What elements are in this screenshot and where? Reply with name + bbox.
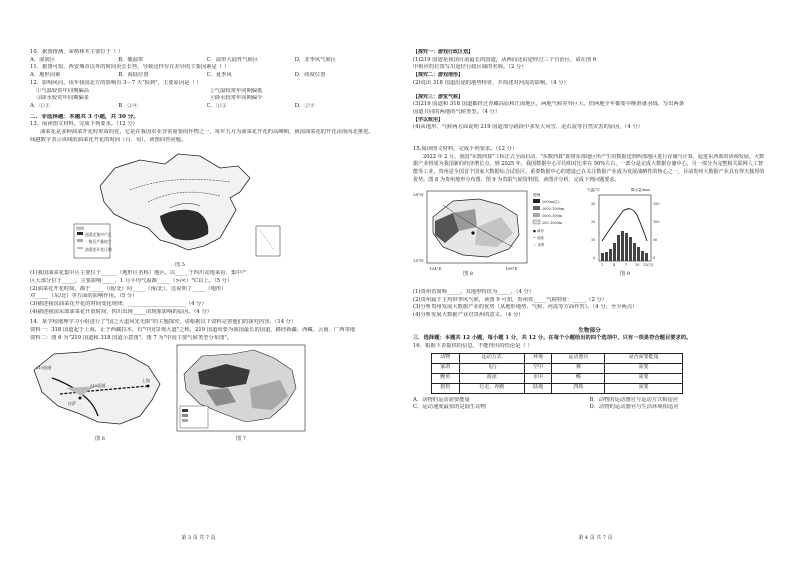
table-row	[432, 373, 683, 383]
q13-answer-1b: 区大部分位于_____，主要影响_____，1 月平均气温都_____（>/<）°C以上。（5 分）	[30, 277, 233, 284]
figure-6-caption: 图 6	[95, 436, 105, 443]
table-header: 环境	[524, 353, 552, 363]
legend-title: 图例	[76, 226, 84, 232]
q10-option-c[interactable]: C．温带大陆性气候区	[206, 56, 259, 63]
probe-1-q1: (1)219 国道是我国目前最长的国道，从西向北沿途经过三个自治区，请在图 6	[413, 56, 597, 63]
probe-1-title: 【探究一：游戏行政区划】	[413, 49, 474, 55]
month-1: 1	[601, 263, 604, 268]
figure-7-caption: 图 7	[236, 436, 246, 443]
route-219-label: 219国道	[36, 365, 52, 371]
precip-tick-150: 150	[653, 202, 660, 207]
page-4-footer: 第 4 页 共 7 页	[578, 535, 613, 542]
table-cell: 翼	[552, 363, 605, 373]
q13-answer-2b: 对_____（东/北）等方面的影响作用。（5 分）	[30, 293, 138, 300]
legend-item-1: 油菜花集中产区	[85, 232, 112, 238]
q12-stem: 12．影响风向，该年我国北方的影响有 3－7 天"报到"，主要原因是（ ）	[30, 79, 202, 86]
lat-25-label: 25°N	[413, 258, 424, 264]
temp-tick-20: 20	[591, 220, 596, 225]
q12-statement-3: ③降水较常年同期偏多	[36, 95, 89, 102]
q10-stem: 10．据图推测，荣格林木主要位于（ ）	[30, 49, 124, 55]
q11-option-b[interactable]: B．海陆位置	[118, 72, 149, 79]
q12-options	[30, 103, 383, 111]
table-header: 运动器官	[552, 353, 605, 363]
q10-option-b[interactable]: B．暖温带	[118, 56, 144, 63]
probe-3-q3: (3)219 国道和 318 国道都经过青藏高原和江南地区，两地气候差异巨大，但两地全年都要早晚准备羽绒，写出两条	[413, 101, 685, 108]
legend-item-2: 一般区产量较少	[85, 239, 112, 245]
table-header: 动物	[432, 353, 460, 363]
q15-material: 2022 年 2 月，我国"东数西算"工程正式全面启动。"东数西算"即将东部地区所产生的数据送到西部地区进行存储与计算，促进东西部的协调发展。大数据产业将成为我国新的经济增长点，到 2025 年，我国数据中心平均相对比率在 50%左右，一部分是完成大数据存储中心，另一部分为完整相关联网人工智能等工业。贵州是全国首个国家大数据综合试验区，重要数据中心的建设已在关注数据产业成为发展战略性的核心之一，目前贵州大数据产业具有得天独厚的优势。图 8 为贵州地形分布图，图 9 为贵阳气候资料图，读图并分析，完成下列问题要求。	[413, 153, 765, 183]
temp-axis-label: 气温/°C	[587, 188, 600, 193]
table-cell: 陆地	[524, 383, 552, 393]
figure-9	[587, 187, 663, 278]
q13-material-2: 线越数字表示该线的油菜花开花的时间（月．旬），读图回答问题。	[30, 136, 187, 143]
lon-104-label: 104°E	[429, 266, 442, 272]
lhasa-label: 拉萨	[68, 401, 76, 407]
q15-answer-4: (4)分析发展大数据产业对贵州的意义。（4 分）	[413, 311, 524, 318]
table-header: 运动方式	[459, 353, 524, 363]
q11-option-a[interactable]: A．地形因素	[30, 72, 61, 79]
probe-2-title: 【探究二：游戏地形】	[413, 72, 464, 79]
q13-answer-1: (1)我国油菜花集中区主要位于______（地形区名称）地区。以_____于四川盆地来看，集中产	[30, 270, 247, 277]
table-cell: 需要	[605, 383, 683, 393]
figure-7	[176, 344, 306, 443]
q15-answer-2: (2)贵州属于主热带季风气候，读图 9 可知，贵州省_____气候特征：_____（2 分）	[413, 296, 608, 303]
temp-tick-30: 30	[591, 202, 596, 207]
table-cell: 猎豹	[432, 383, 460, 393]
probe-3-q3b: 国道共同的两地的气候类型。（4 分）	[413, 108, 501, 115]
guiyang-climate-chart	[587, 187, 663, 271]
q12-option-c[interactable]: C．①③	[206, 102, 227, 109]
month-10: 10	[635, 263, 640, 268]
lat-28-label: 28°N	[413, 192, 424, 198]
table-cell: 鲤鱼	[432, 373, 460, 383]
month-4: 4	[613, 263, 616, 268]
q12-option-b[interactable]: B．①④	[118, 102, 139, 109]
q11-options	[30, 72, 383, 80]
fig8-legend-2: 2000–1000m	[542, 207, 565, 212]
q11-option-d[interactable]: D．纬度位置	[294, 72, 326, 79]
table-row	[432, 383, 683, 393]
q11-option-c[interactable]: C．夏季风	[206, 72, 232, 79]
q12-statement-1: ①气温较常年同期偏高	[36, 87, 89, 94]
probe-4-q4: (4)从地形、气候两方面说明 219 国道部分路段中多发大风雪、泥石流等自然灾害的原因，（4 分）	[413, 124, 643, 131]
figures-6-7	[30, 344, 383, 443]
table-row	[432, 363, 683, 373]
route-318-label: 318国道	[90, 383, 106, 389]
biology-section-title: 生物部分	[578, 327, 601, 334]
q16-option-d[interactable]: D．动物的运动器官与生活环境相适应	[589, 404, 679, 411]
q16-table	[431, 353, 683, 394]
section-2-title: 二．非选择题：本题共 3 小题，共 30 分。	[30, 113, 139, 120]
table-cell: 家鸽	[432, 363, 460, 373]
figure-9-caption: 图 9	[620, 271, 630, 278]
table-header: 是否需要能量	[605, 353, 683, 363]
table-cell: 四肢	[552, 383, 605, 393]
table-cell: 行走、奔跑	[459, 383, 524, 393]
fig8-legend-6: ~ 河流	[533, 236, 544, 241]
q16-options-row-2	[413, 404, 766, 412]
table-cell: 飞行	[459, 363, 524, 373]
q16-option-c[interactable]: C．运动速度最快的是陆生动物	[413, 404, 486, 411]
temp-tick-10: 10	[591, 238, 596, 243]
lon-108-label: 108°E	[505, 266, 518, 272]
figure-5-caption: 图 5	[175, 262, 185, 269]
precip-tick-0: 0	[653, 256, 656, 261]
q13-answer-4: (4)描述我国东部油菜花开放时间，四川出现_____的现象影响的原因。（4 分）	[30, 308, 213, 315]
q13-answer-2: (2)油菜花开花时间，都于_____（南/北）向_____（南/北），这说明了_____（地形）	[30, 285, 227, 292]
q12-option-d[interactable]: D．②④	[294, 102, 315, 109]
month-7: 7	[625, 263, 628, 268]
q14-material-2: 资料二：图 6 为"219 国道和 318 国道示意图"，图 7 为"中国主要气候类型分布图"。	[30, 334, 233, 341]
page-3-footer: 第 3 页 共 7 页	[181, 535, 216, 542]
climate-map	[176, 344, 306, 432]
table-cell: 游泳	[459, 373, 524, 383]
table-cell: 鳍	[552, 373, 605, 383]
precip-tick-50: 50	[653, 238, 658, 243]
q13-stem: 13．阅读图文材料，完成下列要求。（12 分）	[30, 121, 138, 128]
table-cell: 需要	[605, 363, 683, 373]
q12-option-a[interactable]: A．①③	[30, 102, 50, 109]
fig8-legend-5: ● 城市	[533, 229, 544, 234]
month-12: 12(月)	[643, 263, 654, 268]
fig8-legend-4: 200–1000m	[542, 221, 563, 226]
figure-8-caption: 图 8	[463, 271, 473, 278]
q12-statement-4: ④降水较常年同期偏少	[209, 95, 263, 102]
figure-6	[30, 344, 170, 443]
legend-item-3: 油菜花开花日期	[85, 247, 112, 253]
q15-answer-3: (3)分析贵州发展大数据产业的优势（从地形地势、气候、河流等方面作答）。（4 分，至少两点）	[413, 304, 638, 311]
q10-options	[30, 57, 383, 65]
q13-material: 油菜花是多种油菜开花时形成的花，它是在我国农业非常重要的作物之一，每年五月为油菜花开花的高峰期，我国油菜花的开花由南向北推进。	[40, 129, 374, 136]
precip-tick-100: 100	[653, 220, 660, 225]
table-cell: 空中	[524, 363, 552, 373]
q13-answer-3: (3)描述我国油菜花开花的时间变化规律，______________________（4 分）	[30, 300, 207, 307]
q10-option-a[interactable]: A．湿润区	[30, 56, 56, 63]
q16-stem: 16．根据下表提供的信息，不能得出的结论是（ ）	[413, 343, 533, 350]
table-header-row	[432, 353, 683, 363]
fig8-legend-1: 2000m以上	[542, 200, 561, 205]
q15-stem: 15.阅读图文材料，完成下列要求。（12 分）	[413, 146, 518, 153]
fig8-legend-3: 1000–500m	[542, 214, 563, 219]
fig8-legend-7: ⌇ 省界	[533, 243, 545, 248]
table-cell: 水中	[524, 373, 552, 383]
fig8-legend-title: 图例	[533, 193, 541, 198]
q12-statement-2: ②气温较常年同期偏低	[209, 87, 263, 94]
probe-3-title: 【探究三：游览气候】	[413, 93, 464, 100]
figure-5-map	[70, 146, 290, 262]
shanghai-label: 上海	[142, 378, 150, 384]
q11-stem: 11．据图可知，西安城市以外的时间更长长些，导致这样存在差异的主要因素是（ ）	[30, 64, 230, 71]
figures-8-9	[413, 187, 766, 278]
figure-8	[413, 187, 573, 278]
q16-option-b[interactable]: B．动物的运动器官与运动方式相适应	[589, 396, 679, 403]
q15-answer-1: (1)贵州省简称_____，其地形特征为_____。（4 分）	[413, 288, 535, 295]
q16-option-a[interactable]: A．动物的运动需要能量	[413, 396, 470, 403]
q12-statements-2	[30, 95, 383, 103]
table-cell: 需要	[605, 373, 683, 383]
probe-2-q2: (2)说出 318 国道沿途的地势特征，并简述对河流的影响。（4 分）	[413, 79, 569, 86]
q14-material-1: 资料一：318 国道起于上海，止于西藏拉木，有"中国景观大道"之称，219 国道尚要为我国最长的国道，路经新疆、西藏、云南、广西等地	[30, 327, 356, 334]
temp-tick-0: 0	[593, 256, 596, 261]
q16-options-row-1	[413, 397, 766, 405]
probe-4-title: 【学以致用】	[413, 116, 444, 123]
q10-option-d[interactable]: D．非季风气候区	[294, 56, 337, 63]
q14-stem: 14．某学校地理学习小组进行了"国之大道风光无限"的主题探究，请根据以下资料完善他们的探究内容。（14 分）	[30, 319, 297, 326]
page-4	[397, 0, 794, 561]
q12-statements-1	[30, 88, 383, 96]
section-3-title: 三．选择题：本题共 12 小题，每小题 1 分，共 12 分。在每个小题给出的四个选项中，只有一项是符合题目要求的。	[413, 335, 692, 342]
probe-1-q1b: 中相应的位置写出途径行政区域的名称。（2 分）	[413, 64, 527, 71]
precip-axis-label: 降水量/mm	[631, 188, 650, 193]
